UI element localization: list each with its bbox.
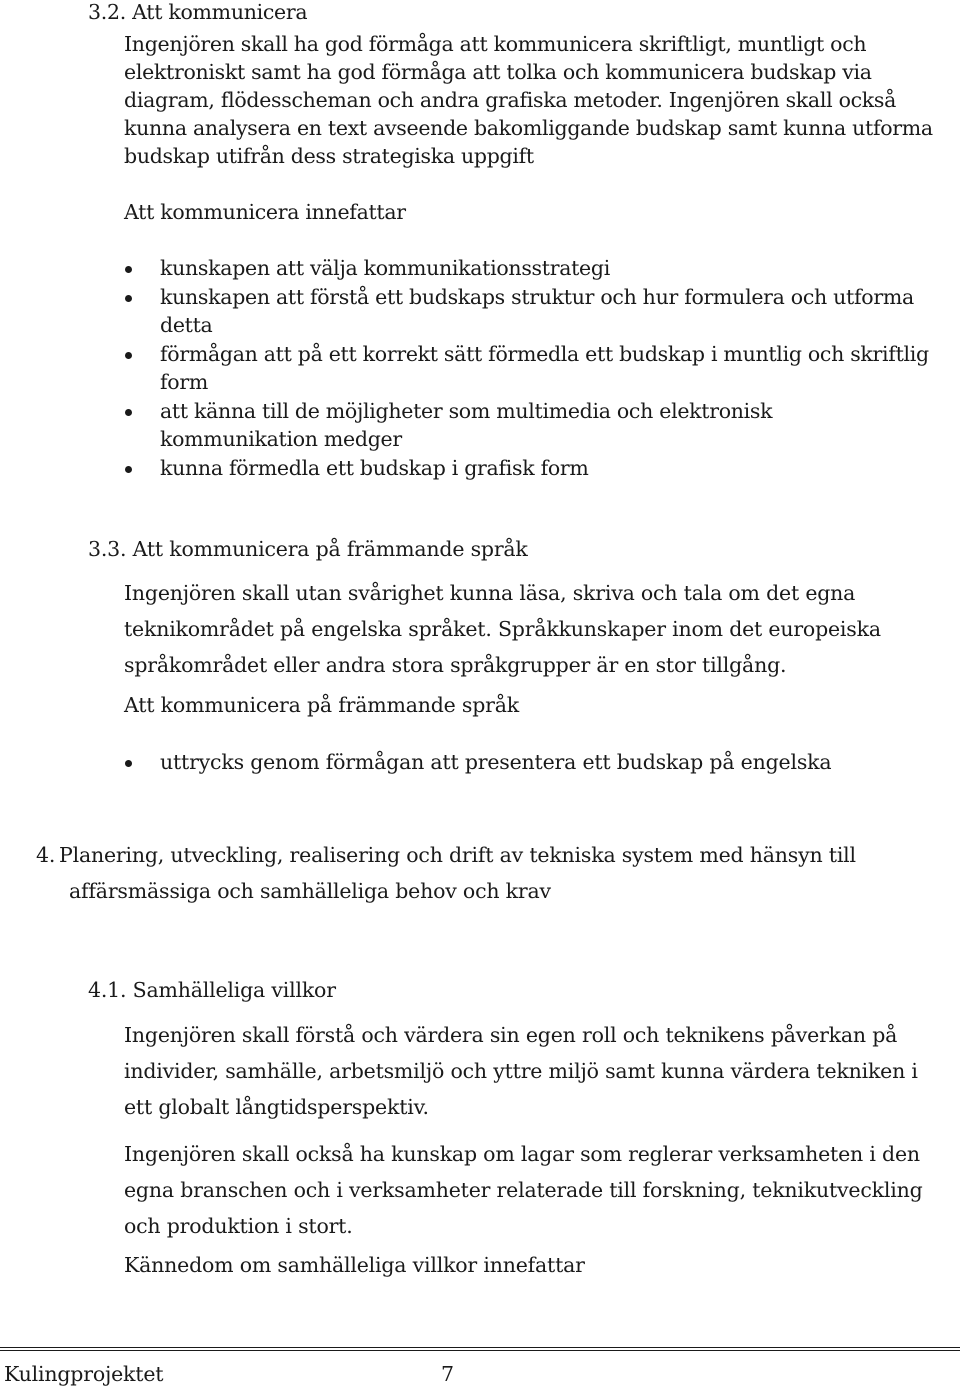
- section-heading-3-3: 3.3. Att kommunicera på främmande språk: [88, 537, 528, 561]
- list-intro: Kännedom om samhälleliga villkor innefattar: [124, 1253, 585, 1277]
- bullet-icon: [125, 760, 132, 767]
- section-heading-4: Planering, utveckling, realisering och drift av tekniska system med hänsyn till: [59, 843, 856, 867]
- paragraph-line: Ingenjören skall utan svårighet kunna läsa, skriva och tala om det egna: [124, 581, 856, 605]
- paragraph-line: elektroniskt samt ha god förmåga att tolka och kommunicera budskap via: [124, 60, 872, 84]
- bullet-icon: [125, 266, 132, 273]
- list-item-continuation: detta: [160, 313, 213, 337]
- list-intro: Att kommunicera på främmande språk: [124, 693, 520, 717]
- page-number: 7: [441, 1362, 454, 1386]
- bullet-icon: [125, 466, 132, 473]
- section-heading-4-continuation: affärsmässiga och samhälleliga behov och krav: [69, 879, 551, 903]
- footer-project-name: Kulingprojektet: [4, 1362, 164, 1386]
- paragraph-line: Ingenjören skall ha god förmåga att kommunicera skriftligt, muntligt och: [124, 32, 867, 56]
- paragraph-line: budskap utifrån dess strategiska uppgift: [124, 144, 534, 168]
- list-item-continuation: form: [160, 370, 208, 394]
- paragraph-line: individer, samhälle, arbetsmiljö och yttre miljö samt kunna värdera tekniken i: [124, 1059, 918, 1083]
- paragraph-line: kunna analysera en text avseende bakomliggande budskap samt kunna utforma: [124, 116, 933, 140]
- list-intro: Att kommunicera innefattar: [124, 200, 406, 224]
- list-item: uttrycks genom förmågan att presentera ett budskap på engelska: [160, 750, 832, 774]
- paragraph-line: språkområdet eller andra stora språkgrupper är en stor tillgång.: [124, 653, 787, 677]
- list-item-continuation: kommunikation medger: [160, 427, 402, 451]
- paragraph-line: och produktion i stort.: [124, 1214, 353, 1238]
- paragraph-line: ett globalt långtidsperspektiv.: [124, 1095, 429, 1119]
- paragraph-line: Ingenjören skall förstå och värdera sin egen roll och teknikens påverkan på: [124, 1023, 898, 1047]
- paragraph-line: diagram, flödesscheman och andra grafiska metoder. Ingenjören skall också: [124, 88, 897, 112]
- footer-rule: [0, 1347, 960, 1348]
- paragraph-line: Ingenjören skall också ha kunskap om lagar som reglerar verksamheten i den: [124, 1142, 920, 1166]
- section-heading-4-1: 4.1. Samhälleliga villkor: [88, 978, 336, 1002]
- list-item: att känna till de möjligheter som multimedia och elektronisk: [160, 399, 773, 423]
- paragraph-line: teknikområdet på engelska språket. Språkkunskaper inom det europeiska: [124, 617, 881, 641]
- list-item: kunskapen att välja kommunikationsstrategi: [160, 256, 610, 280]
- section-heading-3-2: 3.2. Att kommunicera: [88, 0, 308, 24]
- bullet-icon: [125, 295, 132, 302]
- bullet-icon: [125, 352, 132, 359]
- list-item: förmågan att på ett korrekt sätt förmedla ett budskap i muntlig och skriftlig: [160, 342, 929, 366]
- footer-rule-secondary: [0, 1350, 960, 1351]
- section-number-4: 4.: [36, 843, 56, 867]
- bullet-icon: [125, 409, 132, 416]
- list-item: kunna förmedla ett budskap i grafisk form: [160, 456, 589, 480]
- list-item: kunskapen att förstå ett budskaps struktur och hur formulera och utforma: [160, 285, 914, 309]
- paragraph-line: egna branschen och i verksamheter relaterade till forskning, teknikutveckling: [124, 1178, 923, 1202]
